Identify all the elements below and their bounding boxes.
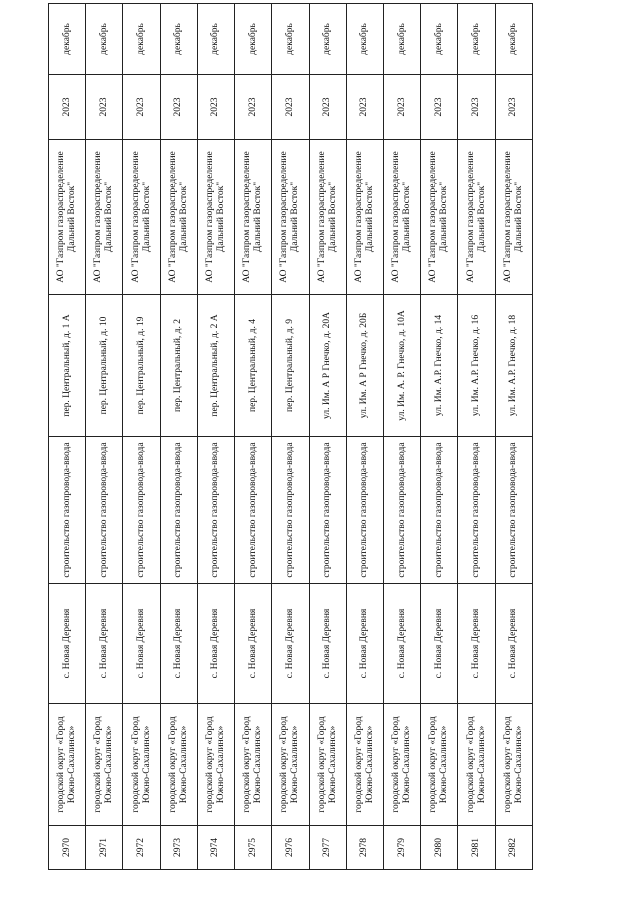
row-number: 2972 <box>123 826 160 870</box>
year-cell: 2023 <box>309 75 346 140</box>
work-type-cell: строительство газопровода-ввода <box>346 437 383 584</box>
table-row <box>421 4 458 870</box>
organization-cell: АО "Газпром газораспределение Дальний Восток" <box>346 140 383 295</box>
year-cell: 2023 <box>123 75 160 140</box>
work-type-cell: строительство газопровода-ввода <box>458 437 495 584</box>
work-type-cell: строительство газопровода-ввода <box>272 437 309 584</box>
organization-cell: АО "Газпром газораспределение Дальний Восток" <box>272 140 309 295</box>
organization-cell: АО "Газпром газораспределение Дальний Восток" <box>86 140 123 295</box>
month-cell: декабрь <box>309 4 346 75</box>
month-cell: декабрь <box>160 4 197 75</box>
work-type-cell: строительство газопровода-ввода <box>123 437 160 584</box>
row-number: 2976 <box>272 826 309 870</box>
row-number: 2973 <box>160 826 197 870</box>
row-number: 2981 <box>458 826 495 870</box>
address-cell: пер. Центральный, д. 19 <box>123 295 160 437</box>
month-cell: декабрь <box>346 4 383 75</box>
work-type-cell: строительство газопровода-ввода <box>495 437 532 584</box>
year-cell: 2023 <box>458 75 495 140</box>
address-cell: ул. Им. А.Р. Гнечко, д. 14 <box>421 295 458 437</box>
table-row <box>160 4 197 870</box>
row-number: 2978 <box>346 826 383 870</box>
work-type-cell: строительство газопровода-ввода <box>160 437 197 584</box>
year-cell: 2023 <box>235 75 272 140</box>
locality-cell: с. Новая Деревня <box>160 584 197 704</box>
address-cell: пер. Центральный, д. 9 <box>272 295 309 437</box>
locality-cell: с. Новая Деревня <box>123 584 160 704</box>
organization-cell: АО "Газпром газораспределение Дальний Восток" <box>495 140 532 295</box>
municipality-cell: городской округ «Город Южно-Сахалинск» <box>160 704 197 826</box>
address-cell: пер. Центральный, д. 1 А <box>49 295 86 437</box>
table-row <box>458 4 495 870</box>
municipality-cell: городской округ «Город Южно-Сахалинск» <box>49 704 86 826</box>
table-row <box>346 4 383 870</box>
address-cell: пер. Центральный, д. 4 <box>235 295 272 437</box>
month-cell: декабрь <box>421 4 458 75</box>
organization-cell: АО "Газпром газораспределение Дальний Восток" <box>421 140 458 295</box>
locality-cell: с. Новая Деревня <box>235 584 272 704</box>
organization-cell: АО "Газпром газораспределение Дальний Восток" <box>160 140 197 295</box>
locality-cell: с. Новая Деревня <box>272 584 309 704</box>
row-number: 2982 <box>495 826 532 870</box>
year-cell: 2023 <box>495 75 532 140</box>
month-cell: декабрь <box>86 4 123 75</box>
municipality-cell: городской округ «Город Южно-Сахалинск» <box>495 704 532 826</box>
year-cell: 2023 <box>346 75 383 140</box>
address-cell: ул. Им. А.Р. Гнечко, д. 18 <box>495 295 532 437</box>
year-cell: 2023 <box>86 75 123 140</box>
work-type-cell: строительство газопровода-ввода <box>49 437 86 584</box>
table-row <box>235 4 272 870</box>
organization-cell: АО "Газпром газораспределение Дальний Восток" <box>309 140 346 295</box>
row-number: 2980 <box>421 826 458 870</box>
table-row <box>495 4 532 870</box>
municipality-cell: городской округ «Город Южно-Сахалинск» <box>346 704 383 826</box>
municipality-cell: городской округ «Город Южно-Сахалинск» <box>86 704 123 826</box>
row-number: 2974 <box>197 826 234 870</box>
year-cell: 2023 <box>49 75 86 140</box>
year-cell: 2023 <box>421 75 458 140</box>
year-cell: 2023 <box>272 75 309 140</box>
address-cell: ул. Им. А Р Гнечко, д. 20А <box>309 295 346 437</box>
year-cell: 2023 <box>160 75 197 140</box>
municipality-cell: городской округ «Город Южно-Сахалинск» <box>235 704 272 826</box>
table-body <box>49 4 533 870</box>
month-cell: декабрь <box>235 4 272 75</box>
organization-cell: АО "Газпром газораспределение Дальний Восток" <box>235 140 272 295</box>
address-cell: пер. Центральный, д. 2 А <box>197 295 234 437</box>
table-row <box>49 4 86 870</box>
address-cell: ул. Им. А.Р. Гнечко, д. 16 <box>458 295 495 437</box>
month-cell: декабрь <box>197 4 234 75</box>
row-number: 2971 <box>86 826 123 870</box>
municipality-cell: городской округ «Город Южно-Сахалинск» <box>309 704 346 826</box>
address-cell: пер. Центральный, д. 2 <box>160 295 197 437</box>
address-cell: ул. Им. А. Р. Гнечко, д. 10А <box>383 295 420 437</box>
work-type-cell: строительство газопровода-ввода <box>235 437 272 584</box>
locality-cell: с. Новая Деревня <box>495 584 532 704</box>
work-type-cell: строительство газопровода-ввода <box>86 437 123 584</box>
municipality-cell: городской округ «Город Южно-Сахалинск» <box>383 704 420 826</box>
work-type-cell: строительство газопровода-ввода <box>309 437 346 584</box>
work-type-cell: строительство газопровода-ввода <box>197 437 234 584</box>
row-number: 2970 <box>49 826 86 870</box>
locality-cell: с. Новая Деревня <box>49 584 86 704</box>
municipality-cell: городской округ «Город Южно-Сахалинск» <box>123 704 160 826</box>
table-row <box>272 4 309 870</box>
month-cell: декабрь <box>123 4 160 75</box>
address-cell: ул. Им. А Р Гнечко, д. 20Б <box>346 295 383 437</box>
year-cell: 2023 <box>197 75 234 140</box>
year-cell: 2023 <box>383 75 420 140</box>
work-type-cell: строительство газопровода-ввода <box>383 437 420 584</box>
organization-cell: АО "Газпром газораспределение Дальний Восток" <box>197 140 234 295</box>
locality-cell: с. Новая Деревня <box>421 584 458 704</box>
organization-cell: АО "Газпром газораспределение Дальний Восток" <box>123 140 160 295</box>
row-number: 2975 <box>235 826 272 870</box>
table-row <box>197 4 234 870</box>
month-cell: декабрь <box>49 4 86 75</box>
month-cell: декабрь <box>383 4 420 75</box>
month-cell: декабрь <box>272 4 309 75</box>
row-number: 2977 <box>309 826 346 870</box>
rotated-document-page <box>48 23 533 870</box>
locality-cell: с. Новая Деревня <box>197 584 234 704</box>
municipality-cell: городской округ «Город Южно-Сахалинск» <box>272 704 309 826</box>
locality-cell: с. Новая Деревня <box>86 584 123 704</box>
organization-cell: АО "Газпром газораспределение Дальний Восток" <box>383 140 420 295</box>
table-row <box>383 4 420 870</box>
municipality-cell: городской округ «Город Южно-Сахалинск» <box>458 704 495 826</box>
locality-cell: с. Новая Деревня <box>458 584 495 704</box>
municipality-cell: городской округ «Город Южно-Сахалинск» <box>421 704 458 826</box>
locality-cell: с. Новая Деревня <box>383 584 420 704</box>
organization-cell: АО "Газпром газораспределение Дальний Восток" <box>49 140 86 295</box>
table-row <box>123 4 160 870</box>
locality-cell: с. Новая Деревня <box>309 584 346 704</box>
work-type-cell: строительство газопровода-ввода <box>421 437 458 584</box>
row-number: 2979 <box>383 826 420 870</box>
address-cell: пер. Центральный, д. 10 <box>86 295 123 437</box>
table-row <box>309 4 346 870</box>
table-row <box>86 4 123 870</box>
gas-connection-registry-table <box>48 3 533 870</box>
month-cell: декабрь <box>495 4 532 75</box>
organization-cell: АО "Газпром газораспределение Дальний Восток" <box>458 140 495 295</box>
locality-cell: с. Новая Деревня <box>346 584 383 704</box>
month-cell: декабрь <box>458 4 495 75</box>
municipality-cell: городской округ «Город Южно-Сахалинск» <box>197 704 234 826</box>
